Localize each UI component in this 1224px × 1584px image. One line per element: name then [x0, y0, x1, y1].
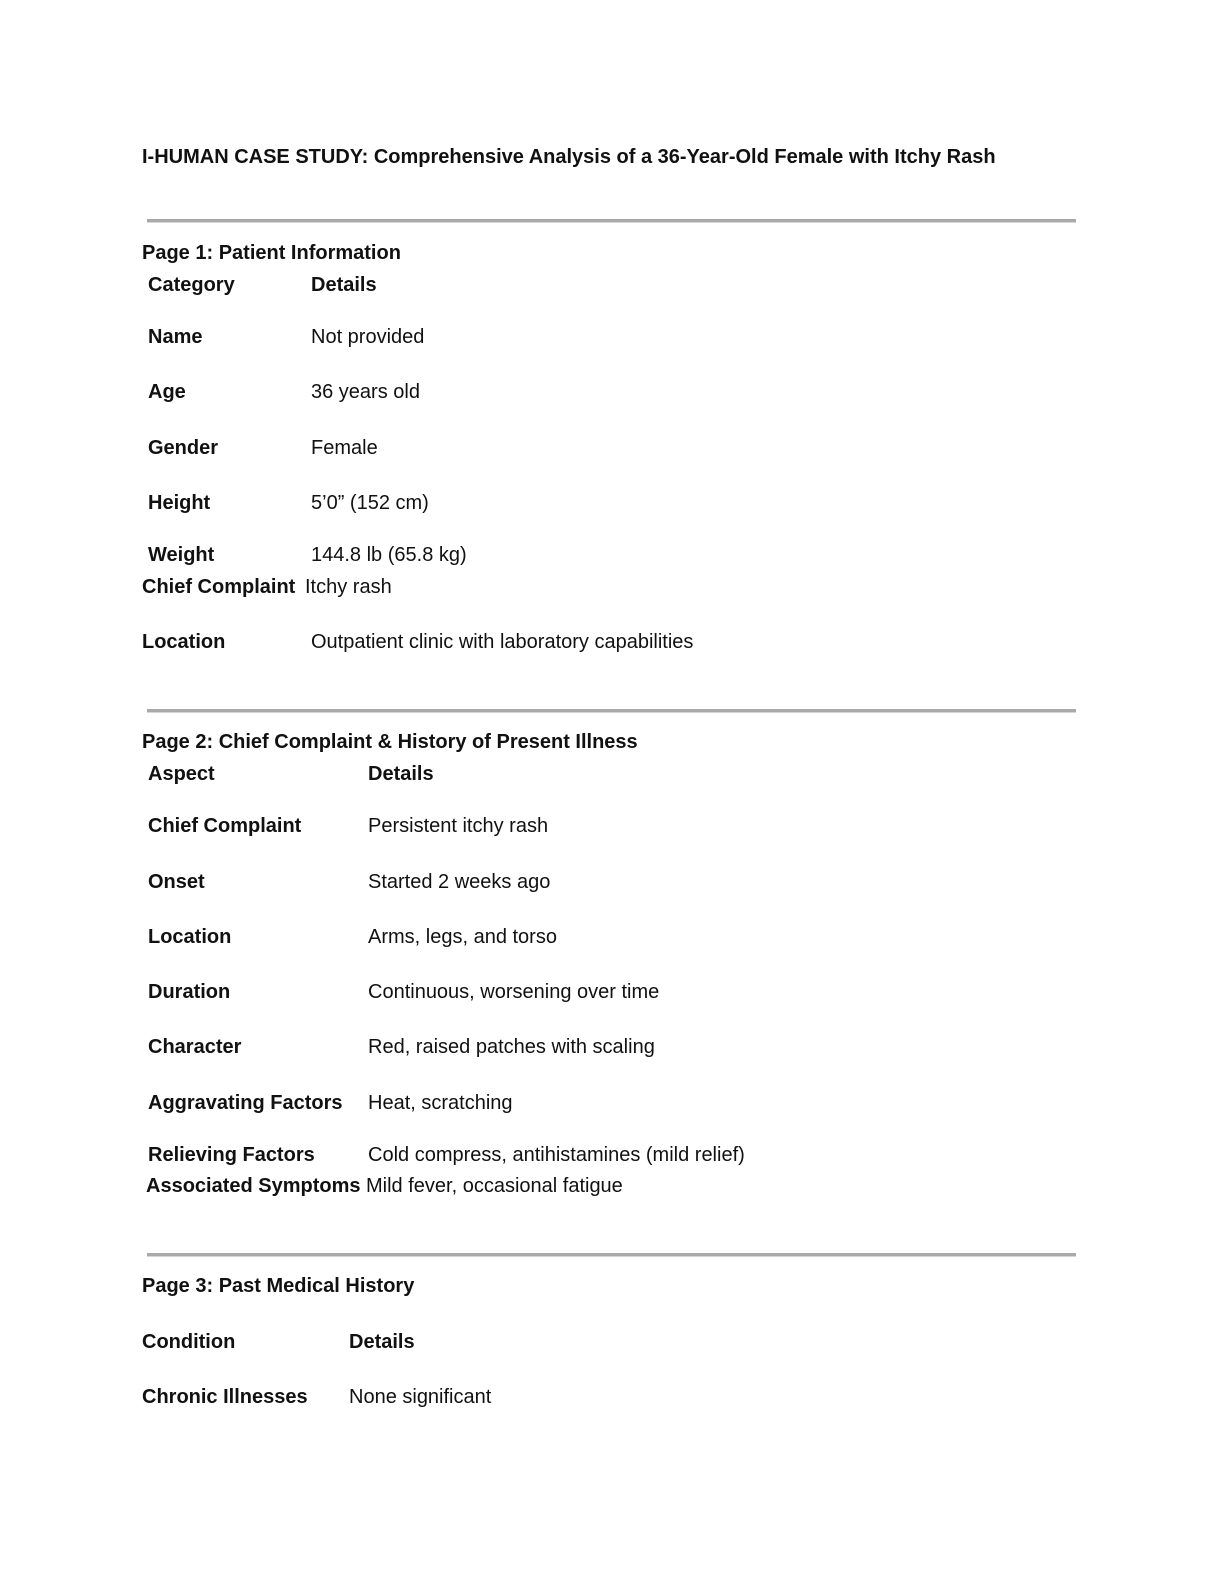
row-label: Chronic Illnesses	[142, 1386, 308, 1408]
row-label: Associated Symptoms	[146, 1175, 361, 1197]
row-label: Name	[148, 326, 203, 348]
row-value: Started 2 weeks ago	[368, 871, 551, 893]
horizontal-divider	[147, 219, 1076, 223]
column-header-category: Category	[148, 274, 235, 296]
row-label: Gender	[148, 437, 219, 459]
column-header-details: Details	[368, 763, 434, 785]
column-header-aspect: Aspect	[148, 763, 215, 785]
row-label: Duration	[148, 981, 231, 1003]
row-value: None significant	[349, 1386, 492, 1408]
row-label: Chief Complaint	[148, 815, 302, 837]
horizontal-divider	[147, 1253, 1076, 1257]
row-value: Itchy rash	[305, 576, 392, 598]
horizontal-divider	[147, 709, 1076, 713]
row-label: Weight	[148, 544, 215, 566]
row-value: Continuous, worsening over time	[368, 981, 660, 1003]
row-label: Onset	[148, 871, 205, 893]
column-header-details: Details	[349, 1331, 415, 1353]
section-heading: Page 3: Past Medical History	[142, 1275, 415, 1297]
row-value: Arms, legs, and torso	[368, 926, 557, 948]
row-label: Location	[148, 926, 232, 948]
row-label: Height	[148, 492, 211, 514]
row-label: Relieving Factors	[148, 1144, 315, 1166]
row-value: Cold compress, antihistamines (mild relief)	[368, 1144, 745, 1166]
row-label: Location	[142, 631, 226, 653]
row-value: 36 years old	[311, 381, 420, 403]
row-value: 144.8 lb (65.8 kg)	[311, 544, 467, 566]
document-title: I-HUMAN CASE STUDY: Comprehensive Analysis of a 36-Year-Old Female with Itchy Rash	[142, 146, 996, 168]
row-value: Mild fever, occasional fatigue	[366, 1175, 623, 1197]
row-value: 5’0” (152 cm)	[311, 492, 429, 514]
column-header-details: Details	[311, 274, 377, 296]
row-value: Female	[311, 437, 378, 459]
row-value: Persistent itchy rash	[368, 815, 549, 837]
row-value: Heat, scratching	[368, 1092, 513, 1114]
section-heading: Page 2: Chief Complaint & History of Present Illness	[142, 731, 638, 753]
column-header-condition: Condition	[142, 1331, 236, 1353]
row-label: Aggravating Factors	[148, 1092, 343, 1114]
row-value: Red, raised patches with scaling	[368, 1036, 655, 1058]
row-value: Not provided	[311, 326, 425, 348]
row-value: Outpatient clinic with laboratory capabilities	[311, 631, 694, 653]
row-label: Age	[148, 381, 186, 403]
row-label: Character	[148, 1036, 242, 1058]
section-heading: Page 1: Patient Information	[142, 242, 401, 264]
row-label: Chief Complaint	[142, 576, 296, 598]
